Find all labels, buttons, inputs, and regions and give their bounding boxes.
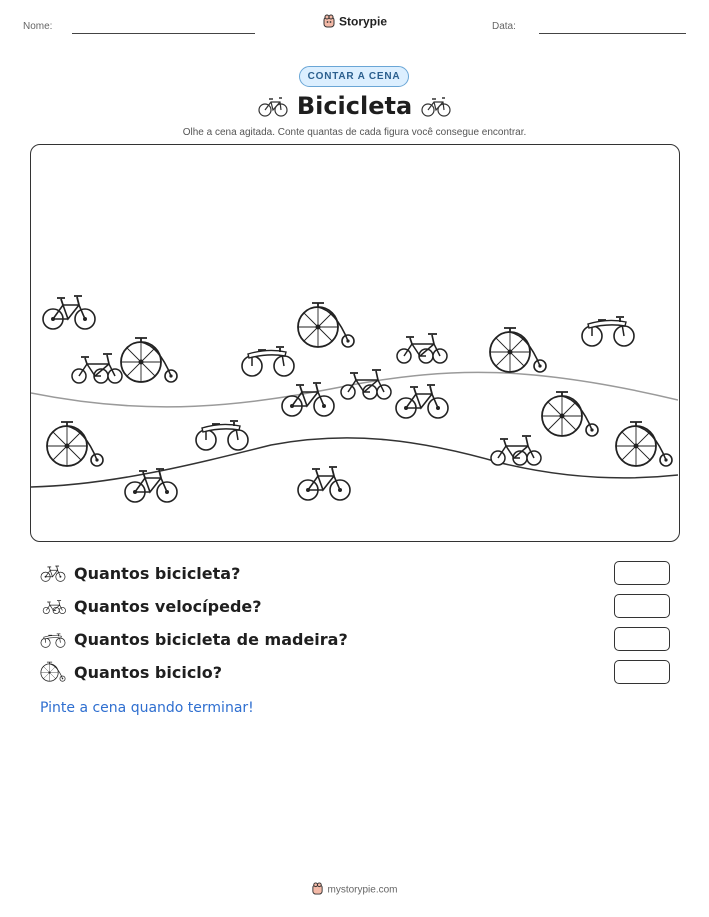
question-text: Quantos bicicleta? (74, 564, 241, 583)
question-text: Quantos velocípede? (74, 597, 262, 616)
coloring-note: Pinte a cena quando terminar! (40, 700, 254, 716)
scene-velocipede[interactable] (334, 362, 392, 402)
scene-penny-farthing[interactable] (119, 336, 179, 390)
date-line[interactable] (539, 33, 686, 34)
question-text: Quantos biciclo? (74, 663, 223, 682)
brand-name: Storypie (338, 14, 387, 29)
page-title: Bicicleta (296, 92, 413, 120)
scene-penny-farthing[interactable] (45, 420, 105, 474)
bicycle-icon (40, 562, 66, 584)
section-badge: CONTAR A CENA (299, 66, 409, 87)
scene-bicycle[interactable] (296, 462, 352, 502)
question-row (40, 660, 670, 686)
penny-farthing-icon (40, 661, 66, 685)
site-footer (0, 882, 709, 898)
scene-penny-farthing[interactable] (488, 326, 548, 380)
brand (0, 14, 709, 31)
scene-wooden-bicycle[interactable] (194, 412, 250, 452)
scene-penny-farthing[interactable] (540, 390, 600, 444)
scene-wooden-bicycle[interactable] (240, 338, 296, 378)
scene-bicycle[interactable] (394, 380, 450, 420)
velocipede-icon (40, 595, 66, 617)
answer-box[interactable] (614, 660, 670, 684)
question-row (40, 561, 670, 587)
wooden-bicycle-icon (40, 628, 66, 650)
scene-bicycle[interactable] (41, 291, 97, 331)
scene-wooden-bicycle[interactable] (580, 308, 636, 348)
storypie-logo-icon (311, 882, 324, 898)
name-line[interactable] (72, 33, 255, 34)
site-url[interactable]: mystorypie.com (327, 884, 398, 896)
instructions: Olhe a cena agitada. Conte quantas de cada figura você consegue encontrar. (182, 127, 527, 138)
storypie-logo-icon (322, 14, 336, 31)
scene-bicycle[interactable] (123, 464, 179, 504)
scene-penny-farthing[interactable] (296, 301, 356, 355)
answer-box[interactable] (614, 594, 670, 618)
scene-penny-farthing[interactable] (614, 420, 674, 474)
date-label: Data: (492, 21, 516, 32)
title-right-bike-icon (421, 94, 451, 118)
question-row (40, 594, 670, 620)
scene-bicycle[interactable] (280, 378, 336, 418)
answer-box[interactable] (614, 561, 670, 585)
name-label: Nome: (23, 21, 53, 32)
question-row (40, 627, 670, 653)
scene-velocipede[interactable] (65, 346, 123, 386)
scene-velocipede[interactable] (484, 428, 542, 468)
question-text: Quantos bicicleta de madeira? (74, 630, 348, 649)
scene-velocipede[interactable] (390, 326, 448, 366)
answer-box[interactable] (614, 627, 670, 651)
